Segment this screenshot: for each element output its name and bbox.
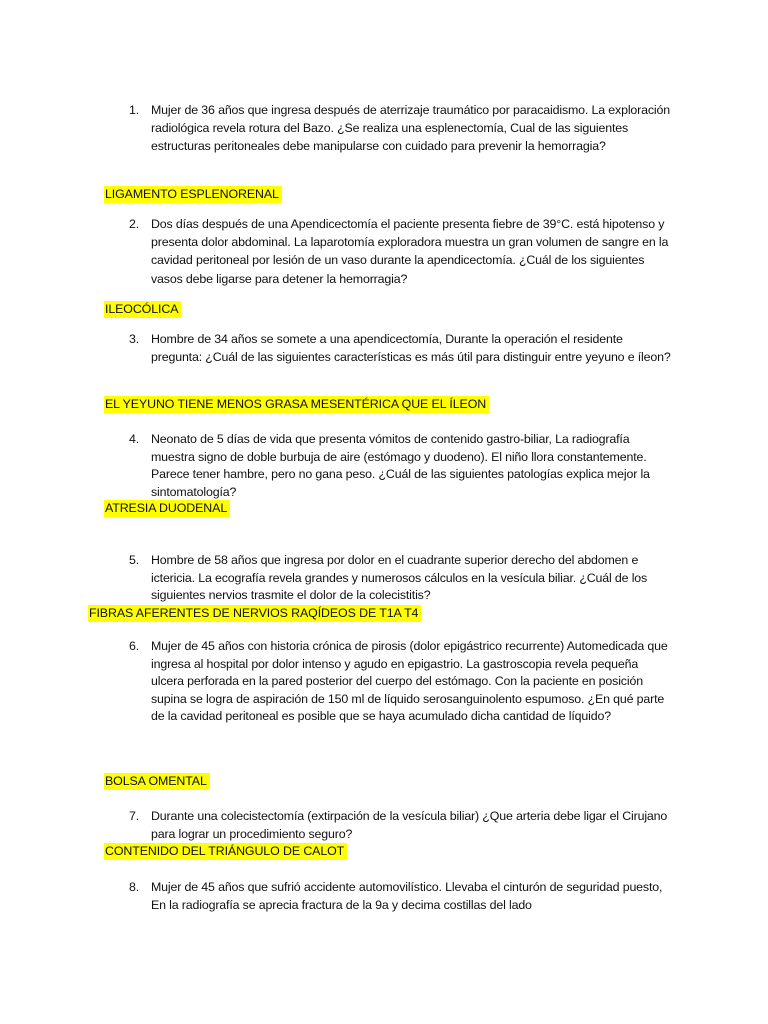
question-number: 6. (129, 639, 140, 653)
highlighted-answer: CONTENIDO DEL TRIÁNGULO DE CALOT (104, 843, 347, 860)
question-text: Dos días después de una Apendicectomía el paciente presenta fiebre de 39°C. está hipotenso y presenta dolor abdominal. La laparotomía exploradora muestra un gran volumen de sangre en la cavidad peritoneal por lesión de un vaso durante la apendicectomía. ¿Cuál de los siguientes vasos debe ligarse para detener la hemorragia? (151, 217, 669, 286)
question-8 (129, 879, 673, 914)
question-number: 2. (129, 217, 140, 231)
question-number: 8. (129, 880, 140, 894)
answer-7 (104, 843, 347, 860)
highlighted-answer: ILEOCÓLICA (104, 301, 181, 318)
question-text: Mujer de 36 años que ingresa después de aterrizaje traumático por paracaidismo. La exploración radiológica revela rotura del Bazo. ¿Se realiza una esplenectomía, Cual de las siguientes estructuras peritoneales debe manipularse con cuidado para prevenir la hemorragia? (151, 103, 671, 154)
highlighted-answer: BOLSA OMENTAL (104, 773, 210, 790)
highlighted-answer: FIBRAS AFERENTES DE NERVIOS RAQÍDEOS DE T1A T4 (88, 605, 421, 622)
question-6 (129, 638, 673, 726)
answer-3 (104, 396, 489, 413)
question-text: Mujer de 45 años que sufrió accidente automovilístico. Llevaba el cinturón de seguridad puesto, En la radiografía se aprecia fractura de la 9a y decima costillas del lado (151, 880, 663, 912)
question-4 (129, 431, 673, 501)
answer-4 (104, 500, 230, 517)
question-1 (129, 101, 673, 156)
question-5 (129, 552, 673, 605)
question-number: 5. (129, 553, 140, 567)
question-2 (129, 215, 673, 288)
highlighted-answer: EL YEYUNO TIENE MENOS GRASA MESENTÉRICA QUE EL ÍLEON (104, 396, 489, 413)
question-text: Mujer de 45 años con historia crónica de pirosis (dolor epigástrico recurrente) Automedicada que ingresa al hospital por dolor intenso y agudo en epigastrio. La gastroscopia revela pequeña ulcera perforada en la pared posterior del cuerpo del estómago. Con la paciente en posición supina se logra de aspiración de 150 ml de líquido serosanguinolento espumoso. ¿En qué parte de la cavidad peritoneal es posible que se haya acumulado dicha cantidad de líquido? (151, 639, 668, 724)
highlighted-answer: ATRESIA DUODENAL (104, 500, 230, 517)
question-7 (129, 808, 673, 843)
question-number: 7. (129, 809, 140, 823)
answer-6 (104, 773, 210, 790)
question-text: Hombre de 58 años que ingresa por dolor en el cuadrante superior derecho del abdomen e ictericia. La ecografía revela grandes y numerosos cálculos en la vesícula biliar. ¿Cuál de los siguientes nervios trasmite el dolor de la colecistitis? (151, 553, 648, 603)
answer-2 (104, 301, 181, 318)
question-number: 1. (129, 103, 140, 117)
highlighted-answer: LIGAMENTO ESPLENORENAL (104, 186, 282, 203)
question-text: Durante una colecistectomía (extirpación de la vesícula biliar) ¿Que arteria debe ligar el Cirujano para lograr un procedimiento seguro? (151, 809, 668, 841)
question-text: Neonato de 5 días de vida que presenta vómitos de contenido gastro-biliar, La radiografía muestra signo de doble burbuja de aire (estómago y duodeno). El niño llora constantemente. Parece tener hambre, pero no gana peso. ¿Cuál de las siguientes patologías explica mejor la sintomatología? (151, 432, 650, 499)
question-3 (129, 330, 673, 366)
question-text: Hombre de 34 años se somete a una apendicectomía, Durante la operación el residente pregunta: ¿Cuál de las siguientes características es más útil para distinguir entre yeyuno e íleon? (151, 332, 671, 365)
answer-1 (104, 186, 282, 203)
question-number: 3. (129, 332, 140, 346)
question-number: 4. (129, 432, 140, 446)
answer-5 (88, 605, 421, 622)
